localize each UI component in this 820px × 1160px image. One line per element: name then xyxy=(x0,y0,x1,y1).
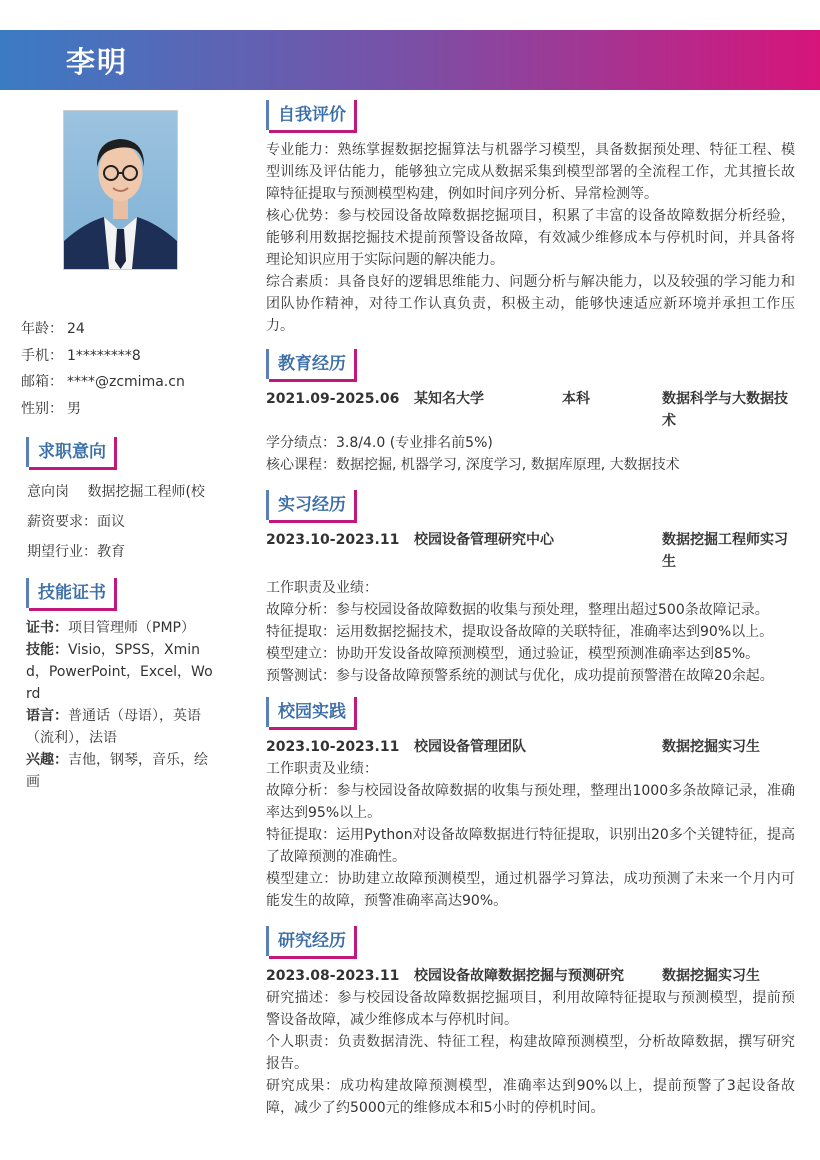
skill-language-label: 语言： xyxy=(26,708,68,724)
campus-line-2: 特征提取：运用Python对设备故障数据进行特征提取，识别出20多个关键特征，提高了故障预测的准确性。 xyxy=(266,827,795,865)
info-label: 手机： xyxy=(21,347,63,364)
info-label: 性别： xyxy=(21,400,63,417)
info-value: 24 xyxy=(67,321,85,337)
self-eval-para-1: 专业能力：熟练掌握数据挖掘算法与机器学习模型，具备数据预处理、特征工程、模型训练及评估能力，能够独立完成从数据采集到模型部署的全流程工作，尤其擅长故障特征提取与预测模型构建，例如时间序列分析、异常检测等。 xyxy=(266,142,795,202)
info-email xyxy=(21,369,221,396)
education-header xyxy=(266,388,795,432)
header-banner xyxy=(0,30,820,90)
skill-hobby-label: 兴趣： xyxy=(26,752,68,768)
job-intent-industry: 期望行业：教育 xyxy=(27,544,125,560)
section-title-internship: 实习经历 xyxy=(266,490,354,520)
info-age xyxy=(21,316,221,343)
campus-period: 2023.10-2023.11 xyxy=(266,739,400,755)
section-title-skills: 技能证书 xyxy=(26,578,114,608)
research-org: 校园设备故障数据挖掘与预测研究 xyxy=(414,968,624,984)
research-line-3: 研究成果：成功构建故障预测模型，准确率达到90%以上，提前预警了3起设备故障，减少了约5000元的维修成本和5小时的停机时间。 xyxy=(266,1078,795,1116)
info-gender xyxy=(21,396,221,423)
internship-line-4: 预警测试：参与设备故障预警系统的测试与优化，成功提前预警潜在故障20余起。 xyxy=(266,668,774,684)
internship-period: 2023.10-2023.11 xyxy=(266,532,400,548)
info-value: ****@zcmima.cn xyxy=(67,374,185,390)
internship-line-1: 故障分析：参与校园设备故障数据的收集与预处理，整理出超过500条故障记录。 xyxy=(266,602,769,618)
internship-line-2: 特征提取：运用数据挖掘技术，提取设备故障的关联特征，准确率达到90%以上。 xyxy=(266,624,774,640)
research-header xyxy=(266,965,795,987)
campus-intro: 工作职责及业绩： xyxy=(266,761,378,777)
education-gpa: 学分绩点：3.8/4.0 (专业排名前5%) xyxy=(266,435,493,451)
info-value: 1********8 xyxy=(67,347,141,364)
self-eval-para-3: 综合素质：具备良好的逻辑思维能力、问题分析与解决能力，以及较强的学习能力和团队协作精神，对待工作认真负责，积极主动，能够快速适应新环境并承担工作压力。 xyxy=(266,274,795,334)
internship-block xyxy=(266,529,795,687)
info-phone xyxy=(21,343,221,370)
job-intent-position: 意向岗 数据挖掘工程师(校 xyxy=(27,484,205,500)
job-intent-block xyxy=(27,477,227,567)
skill-tools xyxy=(26,639,214,705)
job-intent-salary: 薪资要求：面议 xyxy=(27,514,125,530)
skills-block xyxy=(26,617,214,793)
section-title-education: 教育经历 xyxy=(266,349,354,379)
campus-block xyxy=(266,736,795,912)
education-degree: 本科 xyxy=(562,391,590,407)
personal-info xyxy=(21,316,221,422)
internship-role: 数据挖掘工程师实习生 xyxy=(662,532,788,570)
info-value: 男 xyxy=(67,400,81,417)
education-period: 2021.09-2025.06 xyxy=(266,391,400,407)
campus-line-1: 故障分析：参与校园设备故障数据的收集与预处理，整理出1000多条故障记录，准确率达到95%以上。 xyxy=(266,783,795,821)
internship-intro: 工作职责及业绩： xyxy=(266,580,378,596)
section-title-job-intent: 求职意向 xyxy=(26,437,114,467)
self-eval-para-2: 核心优势：参与校园设备故障数据挖掘项目，积累了丰富的设备故障数据分析经验，能够利用数据挖掘技术提前预警设备故障，有效减少维修成本与停机时间，并具备将理论知识应用于实际问题的解决能力。 xyxy=(266,208,795,268)
skill-tools-label: 技能： xyxy=(26,642,68,658)
research-line-1: 研究描述：参与校园设备故障数据挖掘项目，利用故障特征提取与预测模型，提前预警设备故障，减少维修成本与停机时间。 xyxy=(266,990,795,1028)
campus-org: 校园设备管理团队 xyxy=(414,739,526,755)
skill-language-value: 普通话（母语），英语（流利），法语 xyxy=(26,708,201,746)
internship-header xyxy=(266,529,795,573)
research-period: 2023.08-2023.11 xyxy=(266,968,400,984)
education-courses: 核心课程：数据挖掘, 机器学习, 深度学习, 数据库原理, 大数据技术 xyxy=(266,457,680,473)
info-label: 年龄： xyxy=(21,321,63,337)
education-major: 数据科学与大数据技术 xyxy=(662,391,788,429)
skill-cert-value: 项目管理师（PMP） xyxy=(68,620,195,636)
research-line-2: 个人职责：负责数据清洗、特征工程，构建故障预测模型，分析故障数据，撰写研究报告。 xyxy=(266,1034,795,1072)
research-block xyxy=(266,965,795,1119)
skill-tools-value: Visio，SPSS，Xmind，PowerPoint，Excel，Word xyxy=(26,642,213,702)
research-role: 数据挖掘实习生 xyxy=(662,968,760,984)
section-title-research: 研究经历 xyxy=(266,926,354,956)
candidate-name: 李明 xyxy=(66,45,129,79)
skill-language xyxy=(26,705,214,749)
skill-cert xyxy=(26,617,214,639)
section-title-campus: 校园实践 xyxy=(266,697,354,727)
internship-org: 校园设备管理研究中心 xyxy=(414,532,554,548)
campus-line-3: 模型建立：协助建立故障预测模型，通过机器学习算法，成功预测了未来一个月内可能发生的故障，预警准确率高达90%。 xyxy=(266,871,795,909)
self-eval-block xyxy=(266,139,795,337)
internship-line-3: 模型建立：协助开发设备故障预测模型，通过验证，模型预测准确率达到85%。 xyxy=(266,646,760,662)
section-title-self-eval: 自我评价 xyxy=(266,100,354,130)
profile-photo xyxy=(63,110,178,270)
campus-header xyxy=(266,736,795,758)
info-label: 邮箱： xyxy=(21,374,63,390)
skill-hobby xyxy=(26,749,214,793)
profile-photo-image xyxy=(64,111,177,269)
skill-cert-label: 证书： xyxy=(26,620,68,636)
education-block xyxy=(266,388,795,476)
education-school: 某知名大学 xyxy=(414,391,484,407)
campus-role: 数据挖掘实习生 xyxy=(662,739,760,755)
skill-hobby-value: 吉他，钢琴，音乐，绘画 xyxy=(26,752,208,790)
